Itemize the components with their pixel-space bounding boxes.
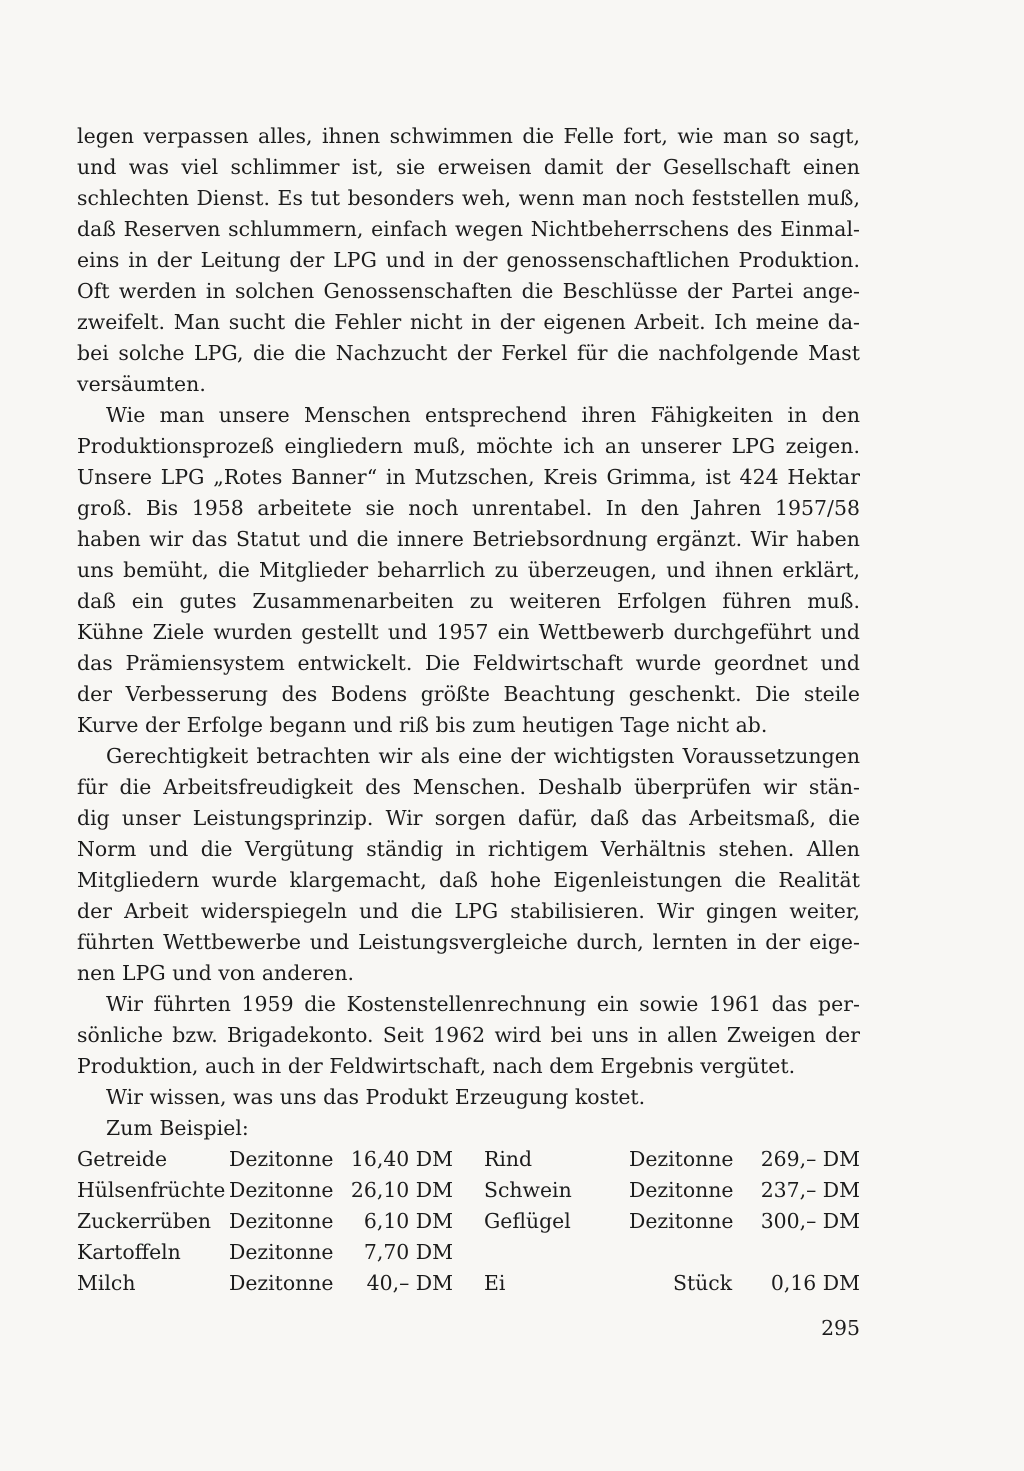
table-cell-product: Kartoffeln (77, 1240, 181, 1264)
table-cell-unit: Stück (673, 1271, 733, 1295)
text-line: eins in der Leitung der LPG und in der genossenschaftlichen Produktion. (77, 248, 860, 272)
text-line: und was viel schlimmer ist, sie erweisen damit der Gesellschaft einen (77, 155, 860, 179)
text-line: für die Arbeitsfreudigkeit des Menschen. Deshalb überprüfen wir stän- (77, 775, 860, 799)
table-cell-price: 16,40 DM (350, 1147, 453, 1171)
text-line: zweifelt. Man sucht die Fehler nicht in der eigenen Arbeit. Ich meine da- (77, 310, 860, 334)
text-line: Wie man unsere Menschen entsprechend ihren Fähigkeiten in den (106, 403, 860, 427)
table-cell-product: Geflügel (484, 1209, 571, 1233)
table-cell-unit: Dezitonne (229, 1178, 334, 1202)
table-cell-product: Milch (77, 1271, 136, 1295)
table-cell-price: 6,10 DM (363, 1209, 453, 1233)
text-line: der Verbesserung des Bodens größte Beachtung geschenkt. Die steile (77, 682, 860, 706)
table-cell-price: 300,– DM (760, 1209, 860, 1233)
text-line: Wir wissen, was uns das Produkt Erzeugung kostet. (106, 1085, 646, 1109)
table-cell-product: Schwein (484, 1178, 572, 1202)
table-cell-product: Getreide (77, 1147, 168, 1171)
text-line: daß Reserven schlummern, einfach wegen Nichtbeherrschens des Einmal- (77, 217, 860, 241)
text-line: Norm und die Vergütung ständig in richtigem Verhältnis stehen. Allen (77, 837, 860, 861)
table-cell-price: 269,– DM (760, 1147, 860, 1171)
table-cell-product: Rind (484, 1147, 533, 1171)
text-line: uns bemüht, die Mitglieder beharrlich zu überzeugen, und ihnen erklärt, (77, 558, 860, 582)
text-line: Kühne Ziele wurden gestellt und 1957 ein Wettbewerb durchgeführt und (77, 620, 860, 644)
table-cell-unit: Dezitonne (629, 1147, 734, 1171)
text-line: Zum Beispiel: (106, 1116, 249, 1140)
text-line: führten Wettbewerbe und Leistungsvergleiche durch, lernten in der eige- (77, 930, 860, 954)
table-cell-price: 40,– DM (366, 1271, 453, 1295)
table-cell-unit: Dezitonne (629, 1178, 734, 1202)
text-line: dig unser Leistungsprinzip. Wir sorgen dafür, daß das Arbeitsmaß, die (77, 806, 860, 830)
text-line: bei solche LPG, die die Nachzucht der Ferkel für die nachfolgende Mast (77, 341, 860, 365)
text-line: Wir führten 1959 die Kostenstellenrechnung ein sowie 1961 das per- (106, 992, 860, 1016)
table-cell-product: Hülsenfrüchte (77, 1178, 226, 1202)
text-line: daß ein gutes Zusammenarbeiten zu weiteren Erfolgen führen muß. (77, 589, 860, 613)
table-cell-price: 26,10 DM (350, 1178, 453, 1202)
text-line: Mitgliedern wurde klargemacht, daß hohe Eigenleistungen die Realität (77, 868, 860, 892)
table-cell-product: Zuckerrüben (77, 1209, 212, 1233)
text-line: Kurve der Erfolge begann und riß bis zum heutigen Tage nicht ab. (77, 713, 768, 737)
table-cell-unit: Dezitonne (229, 1271, 334, 1295)
text-line: Produktionsprozeß eingliedern muß, möchte ich an unserer LPG zeigen. (77, 434, 860, 458)
text-line: haben wir das Statut und die innere Betriebsordnung ergänzt. Wir haben (77, 527, 860, 551)
text-line: nen LPG und von anderen. (77, 961, 355, 985)
text-line: versäumten. (77, 372, 206, 396)
text-line: das Prämiensystem entwickelt. Die Feldwirtschaft wurde geordnet und (77, 651, 860, 675)
table-cell-unit: Dezitonne (229, 1240, 334, 1264)
text-line: sönliche bzw. Brigadekonto. Seit 1962 wird bei uns in allen Zweigen der (77, 1023, 860, 1047)
text-line: schlechten Dienst. Es tut besonders weh, wenn man noch feststellen muß, (77, 186, 860, 210)
page-number: 295 (821, 1316, 860, 1340)
table-cell-product: Ei (484, 1271, 506, 1295)
text-line: Unsere LPG „Rotes Banner“ in Mutzschen, Kreis Grimma, ist 424 Hektar (77, 465, 860, 489)
table-cell-price: 0,16 DM (770, 1271, 860, 1295)
text-line: der Arbeit widerspiegeln und die LPG stabilisieren. Wir gingen weiter, (77, 899, 860, 923)
table-cell-price: 237,– DM (760, 1178, 860, 1202)
text-line: groß. Bis 1958 arbeitete sie noch unrentabel. In den Jahren 1957/58 (77, 496, 860, 520)
text-line: Produktion, auch in der Feldwirtschaft, nach dem Ergebnis vergütet. (77, 1054, 796, 1078)
table-cell-unit: Dezitonne (629, 1209, 734, 1233)
text-line: Oft werden in solchen Genossenschaften die Beschlüsse der Partei ange- (77, 279, 860, 303)
table-cell-unit: Dezitonne (229, 1147, 334, 1171)
table-cell-unit: Dezitonne (229, 1209, 334, 1233)
text-line: Gerechtigkeit betrachten wir als eine der wichtigsten Voraussetzungen (106, 744, 860, 768)
table-cell-price: 7,70 DM (363, 1240, 453, 1264)
text-line: legen verpassen alles, ihnen schwimmen die Felle fort, wie man so sagt, (77, 124, 860, 148)
